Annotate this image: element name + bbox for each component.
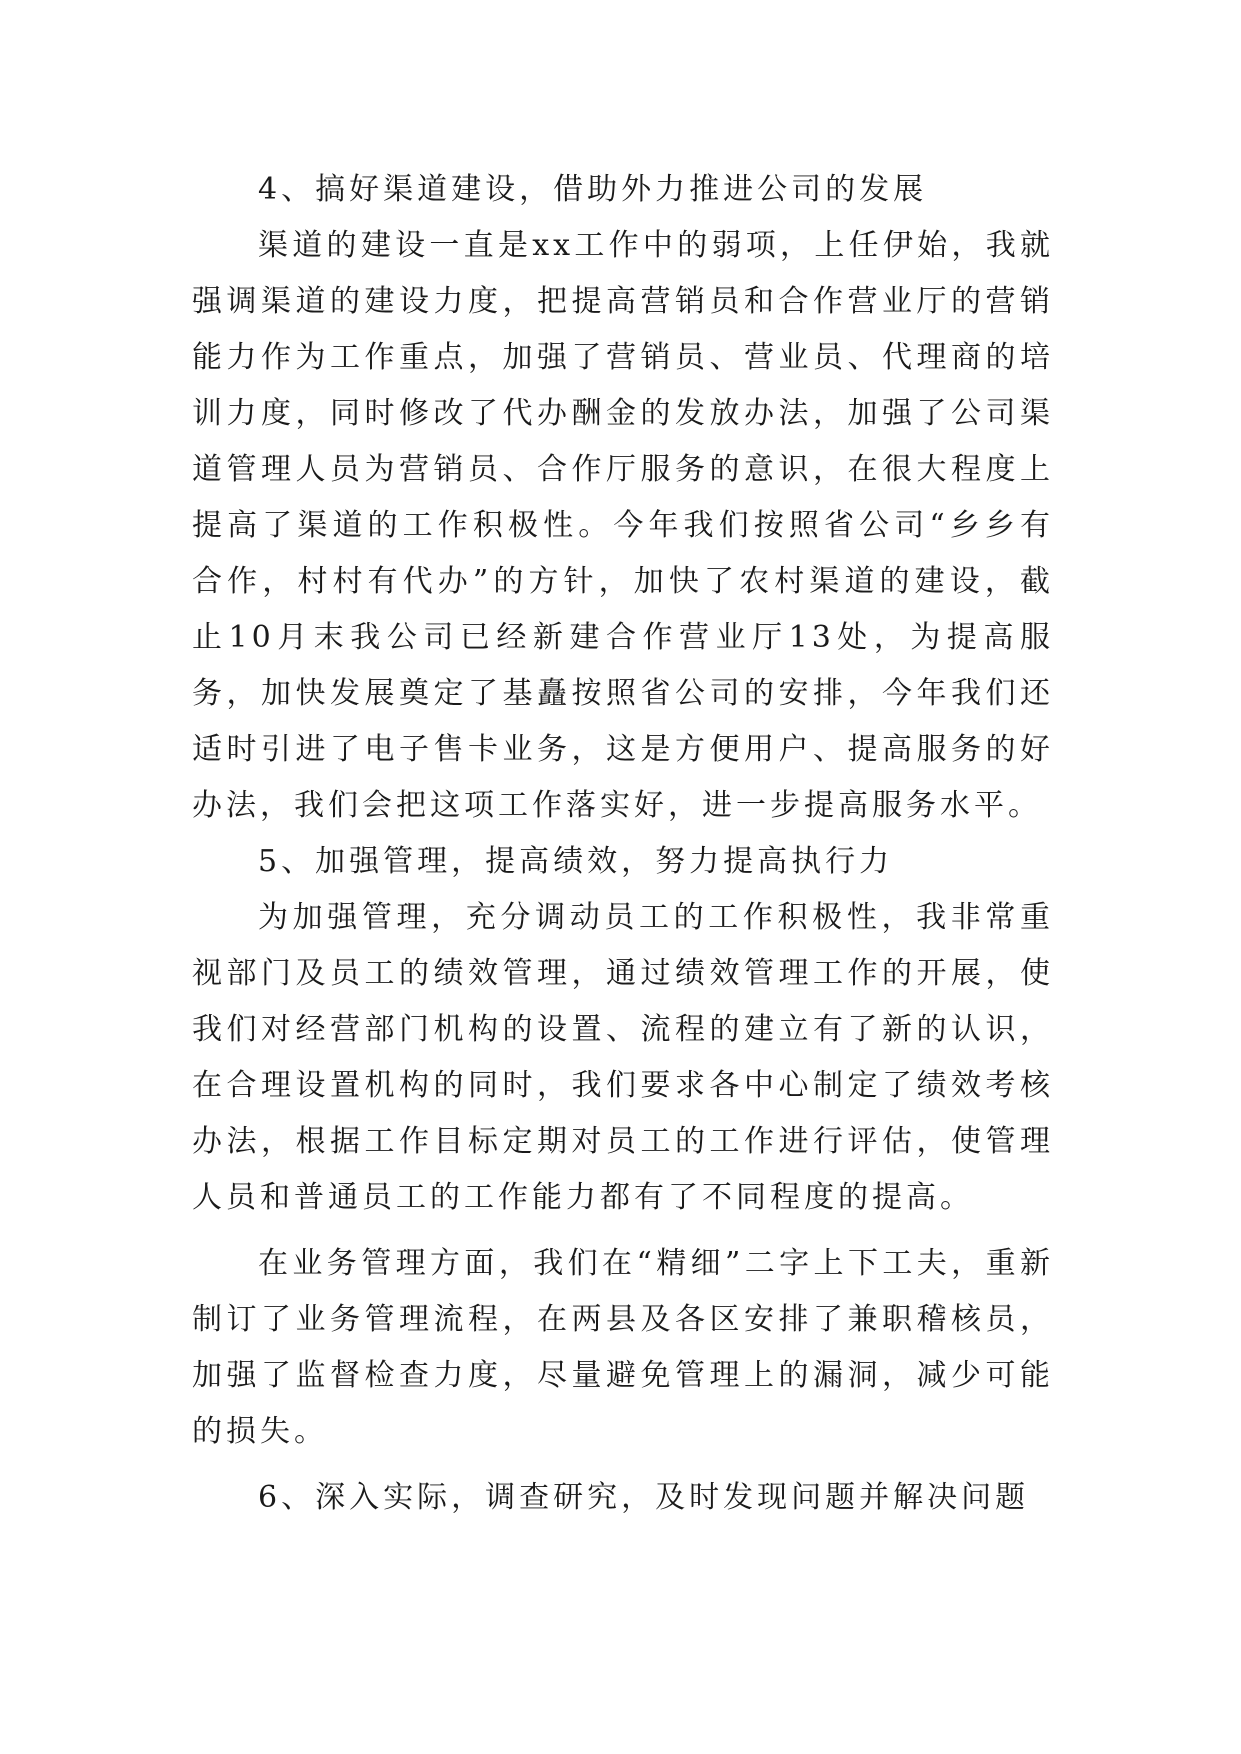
section-heading-6: 6、深入实际，调查研究，及时发现问题并解决问题 [258,1480,1030,1515]
document-page [192,162,1054,1526]
section-heading-4: 4、搞好渠道建设，借助外力推进公司的发展 [258,172,928,207]
section-heading-5: 5、加强管理，提高绩效，努力提高执行力 [258,844,894,879]
paragraph-channel-building: 渠道的建设一直是xx工作中的弱项，上任伊始，我就强调渠道的建设力度，把提高营销员和合作营业厅的营销能力作为工作重点，加强了营销员、营业员、代理商的培训力度，同时修改了代办酬金的发放办法，加强了公司渠道管理人员为营销员、合作厅服务的意识，在很大程度上提高了渠道的工作积极性。今年我们按照省公司“乡乡有合作，村村有代办”的方针，加快了农村渠道的建设，截止10月末我公司已经新建合作营业厅13处，为提高服务，加快发展奠定了基矗按照省公司的安排，今年我们还适时引进了电子售卡业务，这是方便用户、提高服务的好办法，我们会把这项工作落实好，进一步提高服务水平。 [192,228,1054,823]
paragraph-performance-management: 为加强管理，充分调动员工的工作积极性，我非常重视部门及员工的绩效管理，通过绩效管理工作的开展，使我们对经营部门机构的设置、流程的建立有了新的认识，在合理设置机构的同时，我们要求各中心制定了绩效考核办法，根据工作目标定期对员工的工作进行评估，使管理人员和普通员工的工作能力都有了不同程度的提高。 [192,900,1054,1215]
paragraph-business-management: 在业务管理方面，我们在“精细”二字上下工夫，重新制订了业务管理流程，在两县及各区安排了兼职稽核员，加强了监督检查力度，尽量避免管理上的漏洞，减少可能的损失。 [192,1246,1054,1449]
